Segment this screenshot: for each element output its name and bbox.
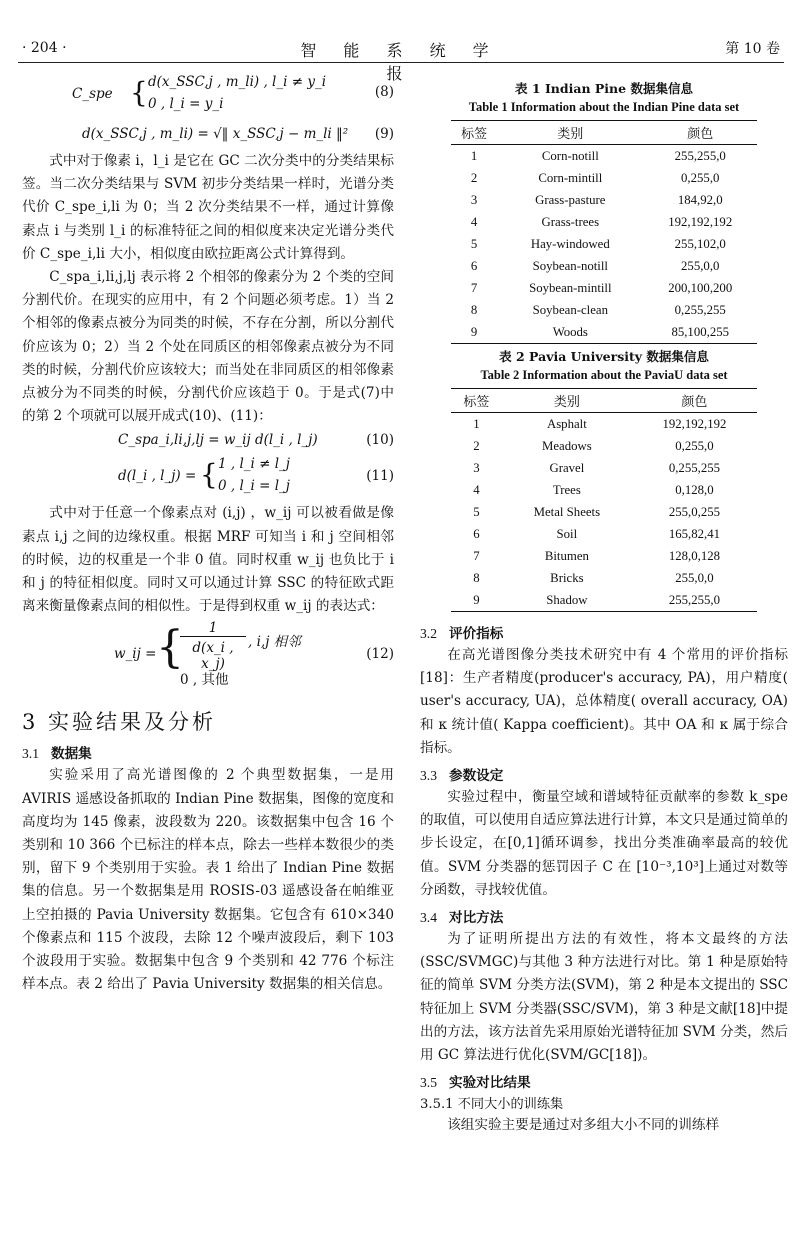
table-cell: Meadows xyxy=(541,438,592,453)
table-row xyxy=(451,233,757,255)
eq11-case1: 1 , l_i ≠ l_j xyxy=(218,456,290,473)
table-row xyxy=(451,145,757,168)
eq12-brace: { xyxy=(156,622,184,674)
eq12-number: (12) xyxy=(366,646,394,663)
section-number: 3.1 xyxy=(22,746,39,762)
table-row xyxy=(451,413,757,436)
equation-9 xyxy=(22,118,394,150)
table-cell: Trees xyxy=(552,482,581,497)
table-cell: 3 xyxy=(470,192,478,207)
table-cell: Soybean-notill xyxy=(532,258,608,273)
equation-10 xyxy=(22,428,394,454)
section-title: 参数设定 xyxy=(449,768,504,785)
table-cell: 255,0,0 xyxy=(681,258,720,273)
section-title: 实验对比结果 xyxy=(449,1075,531,1092)
table-1 xyxy=(420,80,788,344)
section-3-5-heading xyxy=(420,1071,788,1091)
table-cell: 8 xyxy=(470,302,478,317)
table-cell: 6 xyxy=(473,526,480,541)
section-3-5-1-heading: 3.5.1 不同大小的训练集 xyxy=(420,1097,564,1113)
table-cell: 0,255,255 xyxy=(674,302,726,317)
table-cell: 9 xyxy=(451,321,497,344)
section-title: 评价指标 xyxy=(449,626,504,642)
table-2-body xyxy=(451,413,757,612)
table-cell: 1 xyxy=(473,416,480,431)
table-cell: Corn-mintill xyxy=(538,170,603,185)
table-cell: Soybean-mintill xyxy=(529,280,612,295)
table-cell: 4 xyxy=(473,482,480,497)
equation-8 xyxy=(22,70,394,118)
table-cell: 1 xyxy=(470,148,478,163)
section-number: 3.5 xyxy=(420,1075,437,1091)
table-cell: Metal Sheets xyxy=(533,504,601,519)
table-header-cell: 类别 xyxy=(497,121,643,145)
table-header-cell: 类别 xyxy=(502,389,632,413)
table-2 xyxy=(420,348,788,612)
table-row xyxy=(451,501,757,523)
table-cell: 0,255,0 xyxy=(675,438,714,453)
volume-label: 第 10 卷 xyxy=(725,41,780,57)
table-cell: 165,82,41 xyxy=(668,526,721,541)
eq12-case2: 0 , 其他 xyxy=(180,672,229,689)
page-number: · 204 · xyxy=(22,40,67,56)
table-cell: 192,192,192 xyxy=(668,214,733,229)
table-cell: 255,255,0 xyxy=(632,589,757,612)
table-cell: 2 xyxy=(473,438,480,453)
table-cell: 192,192,192 xyxy=(662,416,727,431)
table-cell: Hay-windowed xyxy=(530,236,610,251)
eq8-number: (8) xyxy=(374,84,394,100)
table-cell: 200,100,200 xyxy=(668,280,733,295)
table-2-grid xyxy=(451,388,757,612)
eq12-lhs: w_ij = xyxy=(114,646,157,663)
table-row xyxy=(451,167,757,189)
table-cell: 5 xyxy=(470,236,478,251)
section-3-heading: 3 实验结果及分析 xyxy=(22,710,217,735)
section-3-1-heading xyxy=(22,742,394,762)
eq11-number: (11) xyxy=(366,468,394,485)
table-cell: 128,0,128 xyxy=(668,548,721,563)
table-header-cell: 标签 xyxy=(451,121,497,145)
table-cell: Soil xyxy=(556,526,578,541)
journal-title: 智 能 系 统 学 报 xyxy=(300,41,500,83)
table-row xyxy=(451,299,757,321)
eq8-lhs: C_spe xyxy=(72,86,113,102)
eq12-case1-tail: , i,j 相邻 xyxy=(248,634,301,651)
table-row xyxy=(451,523,757,545)
table-cell: 7 xyxy=(473,548,480,563)
right-column xyxy=(420,70,788,1137)
paragraph-metrics: 在高光谱图像分类技术研究中有 4 个常用的评价指标[18]：生产者精度(producer's accuracy, PA)，用户精度( user's accuracy, UA)，总体精度( overall accuracy, OA)和 κ 统计值( Kappa coefficient)。其中 OA 和 κ 属于综合指标。 xyxy=(420,647,788,756)
eq11-lhs: d(l_i , l_j) = xyxy=(118,468,197,485)
table-cell: Woods xyxy=(497,321,643,344)
section-number: 3.3 xyxy=(420,768,437,784)
table-2-caption-en: Table 2 Information about the PaviaU data set xyxy=(480,368,728,382)
table-row xyxy=(451,479,757,501)
table-header-cell: 标签 xyxy=(451,389,502,413)
table-cell: 6 xyxy=(470,258,478,273)
section-number: 3.4 xyxy=(420,910,437,926)
paragraph-spatial-cost: C_spa_i,li,j,lj 表示将 2 个相邻的像素分为 2 个类的空间分割代价。在现实的应用中，有 2 个问题必须考虑。1）当 2 个相邻的像素点被分为同类的时候，不存在分割，所以分割代价应该为 0；2）当 2 个处在同质区的相邻像素点被分为不同类的时候，分割代价应该较大；而当处在非同质区的相邻像素点被分为不同类的时候，分割代价应该趋于 0。于是式(7)中的第 2 个项就可以展开成式(10)、(11)： xyxy=(22,269,394,425)
table-cell: Grass-trees xyxy=(541,214,600,229)
paragraph-parameters: 实验过程中，衡量空域和谱域特征贡献率的参数 k_spe 的取值，可以使用自适应算法进行计算，本文只是通过简单的步长设定，在[0,1]循环调参，找出分类准确率最高的较优值。SVM 分类器的惩罚因子 C 在 [10⁻³,10³]上通过对数等分函数，寻找较优值。 xyxy=(420,789,788,898)
equation-12 xyxy=(22,618,394,692)
table-cell: 255,0,255 xyxy=(668,504,721,519)
table-cell: Corn-notill xyxy=(541,148,599,163)
table-cell: 184,92,0 xyxy=(677,192,723,207)
table-row xyxy=(451,435,757,457)
table-header-cell: 颜色 xyxy=(632,389,757,413)
eq9-body: d(x_SSC,j , m_li) = √‖ x_SSC,j − m_li ‖² xyxy=(82,126,349,142)
table-1-body xyxy=(451,145,757,344)
table-cell: Gravel xyxy=(549,460,585,475)
table-header-cell: 颜色 xyxy=(643,121,757,145)
table-row xyxy=(451,567,757,589)
table-cell: 0,255,0 xyxy=(681,170,720,185)
table-cell: 4 xyxy=(470,214,478,229)
eq12-fraction-numerator: 1 xyxy=(180,620,246,637)
paragraph-training-sets: 该组实验主要是通过对多组大小不同的训练样 xyxy=(447,1117,720,1134)
eq9-number: (9) xyxy=(374,126,394,142)
table-cell: 0,255,255 xyxy=(668,460,721,475)
table-cell: 0,128,0 xyxy=(675,482,714,497)
section-title: 数据集 xyxy=(51,746,92,763)
paragraph-spectral-cost: 式中对于像素 i，l_i 是它在 GC 二次分类中的分类结果标签。当二次分类结果与 SVM 初步分类结果一样时，光谱分类代价 C_spe_i,li 为 0；当 2 次分类结果不一样，通过计算像素点 i 与类别 l_i 的标准特征之间的相似度来决定光谱分类代价 C_spe_i,li 大小，相似度由欧拉距离公式计算得到。 xyxy=(22,153,394,262)
table-row xyxy=(451,255,757,277)
table-cell: 255,102,0 xyxy=(674,236,726,251)
table-cell: Bricks xyxy=(550,570,584,585)
table-row xyxy=(451,277,757,299)
section-3-4-heading xyxy=(420,906,788,926)
table-cell: 255,255,0 xyxy=(674,148,726,163)
table-cell: 85,100,255 xyxy=(643,321,757,344)
table-row xyxy=(451,211,757,233)
table-cell: Grass-pasture xyxy=(535,192,606,207)
section-number: 3.2 xyxy=(420,626,437,641)
eq8-case1: d(x_SSC,j , m_li) , l_i ≠ y_i xyxy=(148,74,327,90)
table-1-caption-cn: 表 1 Indian Pine 数据集信息 xyxy=(515,81,693,96)
table-cell: 8 xyxy=(473,570,480,585)
eq8-case2: 0 , l_i = y_i xyxy=(148,96,224,112)
table-cell: Soybean-clean xyxy=(532,302,608,317)
eq10-body: C_spa_i,li,j,lj = w_ij d(l_i , l_j) xyxy=(118,432,318,449)
section-3-3-heading xyxy=(420,764,788,784)
table-cell: Asphalt xyxy=(546,416,587,431)
left-column xyxy=(22,70,394,996)
table-cell: Shadow xyxy=(502,589,632,612)
table-row xyxy=(451,189,757,211)
eq8-brace: { xyxy=(130,76,148,109)
equation-11 xyxy=(22,454,394,502)
header-rule xyxy=(18,62,784,63)
table-cell: Bitumen xyxy=(544,548,589,563)
table-2-caption-cn: 表 2 Pavia University 数据集信息 xyxy=(499,349,709,364)
table-cell: 5 xyxy=(473,504,480,519)
table-1-grid xyxy=(451,120,757,344)
table-row xyxy=(451,545,757,567)
table-1-caption-en: Table 1 Information about the Indian Pine data set xyxy=(468,100,740,114)
section-3-2-heading xyxy=(420,622,788,642)
table-cell: 7 xyxy=(470,280,478,295)
eq11-case2: 0 , l_i = l_j xyxy=(218,478,290,495)
paragraph-comparison: 为了证明所提出方法的有效性，将本文最终的方法(SSC/SVMGC)与其他 3 种方法进行对比。第 1 种是原始特征的简单 SVM 分类方法(SVM)，第 2 种是本文提出的 SSC 特征加上 SVM 分类器(SSC/SVM)，第 3 种是文献[18]中提出的方法，该方法首先采用原始光谱特征加 SVM 分类，然后用 GC 算法进行优化(SVM/GC[18])。 xyxy=(420,931,788,1064)
table-row xyxy=(451,589,757,612)
table-cell: 255,0,0 xyxy=(675,570,714,585)
table-cell: 2 xyxy=(470,170,478,185)
eq12-fraction-denominator: d(x_i , x_j) xyxy=(192,640,234,673)
paragraph-edge-weight: 式中对于任意一个像素点对 (i,j) ，w_ij 可以被看做是像素点 i,j 之间的边缘权重。根据 MRF 可知当 i 和 j 空间相邻的时候，边的权重是一个非 0 值。同时权重 w_ij 也负比于 i 和 j 的特征相似度。同时又可以通过计算 SSC 的特征欧式距离来衡量像素点间的相似性。于是得到权重 w_ij 的表达式： xyxy=(22,505,394,615)
table-row xyxy=(451,457,757,479)
table-cell: 3 xyxy=(473,460,480,475)
eq10-number: (10) xyxy=(366,432,394,449)
section-title: 对比方法 xyxy=(449,910,504,927)
paragraph-datasets: 实验采用了高光谱图像的 2 个典型数据集，一是用 AVIRIS 遥感设备抓取的 Indian Pine 数据集，图像的宽度和高度均为 145 像素，波段数为 220。该数据集中包含 16 个类别和 10 366 个已标注的样本点，除去一些样本数很少的类别，留下 9 个类别用于实验。表 1 给出了 Indian Pine 数据集的信息。另一个数据集是用 ROSIS-03 遥感设备在帕维亚上空拍摄的 Pavia University 数据集。它包含有 610×340 个像素点和 115 个波段，去除 12 个噪声波段后，剩下 103 个波段用于实验。数据集中包含 9 个类别和 42 776 个标注样本点。表 2 给出了 Pavia University 数据集的相关信息。 xyxy=(22,767,394,993)
table-row xyxy=(451,321,757,344)
eq11-brace: { xyxy=(200,458,218,492)
table-cell: 9 xyxy=(451,589,502,612)
